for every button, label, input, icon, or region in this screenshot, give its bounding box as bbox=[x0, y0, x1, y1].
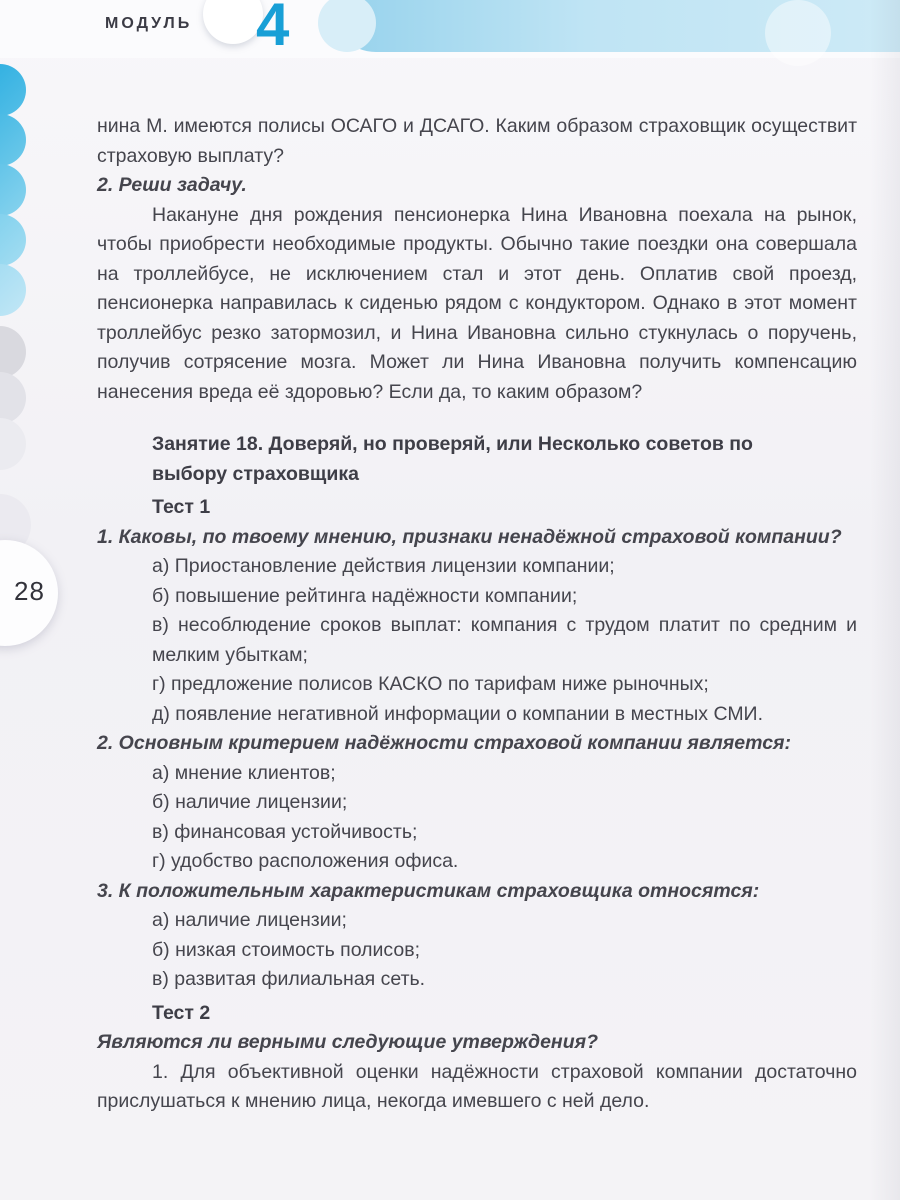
module-label: МОДУЛЬ bbox=[105, 15, 193, 32]
test1-q2-option-g: г) удобство расположения офиса. bbox=[152, 850, 459, 872]
test1-q2-option-a: а) мнение клиентов; bbox=[152, 761, 336, 784]
test1-q1-option-a: а) Приостановление действия лицензии компании; bbox=[152, 555, 615, 577]
task-title: 2. Реши задачу. bbox=[97, 174, 247, 196]
test1-q3-option-a: а) наличие лицензии; bbox=[152, 909, 347, 931]
test1-q1-option-d: д) появление негативной информации о компании в местных СМИ. bbox=[152, 702, 763, 725]
test1-q1-option-v: в) несоблюдение сроков выплат: компания с трудом платит по средним и мелким убыткам; bbox=[152, 614, 857, 666]
page-content bbox=[97, 112, 857, 1117]
page-edge-shadow bbox=[870, 0, 900, 1200]
page-number: 28 bbox=[14, 576, 45, 606]
test1-q1-option-g: г) предложение полисов КАСКО по тарифам ниже рыночных; bbox=[152, 673, 709, 695]
test1-question-2: 2. Основным критерием надёжности страховой компании является: bbox=[97, 732, 792, 754]
test1-q2-option-v: в) финансовая устойчивость; bbox=[152, 820, 418, 843]
edge-tab-decoration bbox=[0, 326, 26, 378]
edge-tab-decoration bbox=[0, 164, 26, 216]
test1-q3-option-b: б) низкая стоимость полисов; bbox=[152, 938, 421, 961]
test1-q1-option-b: б) повышение рейтинга надёжности компании; bbox=[152, 584, 578, 607]
test1-question-3: 3. К положительным характеристикам страховщика относятся: bbox=[97, 879, 760, 902]
page-header bbox=[0, 0, 900, 58]
test1-q3-option-v: в) развитая филиальная сеть. bbox=[152, 968, 426, 990]
test1-question-1: 1. Каковы, по твоему мнению, признаки ненадёжной страховой компании? bbox=[97, 525, 842, 548]
test1-q2-option-b: б) наличие лицензии; bbox=[152, 791, 348, 813]
edge-tab-decoration bbox=[0, 264, 26, 316]
edge-tab-decoration bbox=[0, 64, 26, 116]
carryover-paragraph: нина М. имеются полисы ОСАГО и ДСАГО. Каким образом страховщик осуществит страховую выплату? bbox=[97, 115, 857, 167]
task-body-paragraph: Накануне дня рождения пенсионерка Нина Ивановна поехала на рынок, чтобы приобрести необходимые продукты. Обычно такие поездки она совершала на троллейбусе, не исключением стал и этот день. Оплатив свой проезд, пенсионерка направилась к сиденью рядом с кондуктором. Однако в этот момент троллейбус резко затормозил, и Нина Ивановна сильно стукнулась о поручень, получив сотрясение мозга. Может ли Нина Ивановна получить компенсацию нанесения вреда её здоровью? Если да, то каким образом? bbox=[97, 203, 857, 403]
test2-question: Являются ли верными следующие утверждения? bbox=[97, 1031, 599, 1053]
module-number: 4 bbox=[256, 0, 290, 58]
edge-tab-decoration bbox=[0, 418, 26, 470]
header-circle-decoration bbox=[203, 0, 263, 44]
lesson-heading: Занятие 18. Доверяй, но проверяй, или Несколько советов по выбору страховщика bbox=[152, 433, 753, 485]
edge-tab-decoration bbox=[0, 372, 26, 424]
page-number-bubble bbox=[0, 540, 58, 646]
edge-tab-decoration bbox=[0, 114, 26, 166]
edge-tab-decoration bbox=[0, 214, 26, 266]
test2-label: Тест 2 bbox=[152, 1001, 211, 1024]
band-circle-decoration-right bbox=[765, 0, 831, 66]
test2-statement-1: 1. Для объективной оценки надёжности страховой компании достаточно прислушаться к мнению лица, некогда имевшего с ней дело. bbox=[97, 1060, 857, 1112]
test1-label: Тест 1 bbox=[152, 496, 211, 518]
